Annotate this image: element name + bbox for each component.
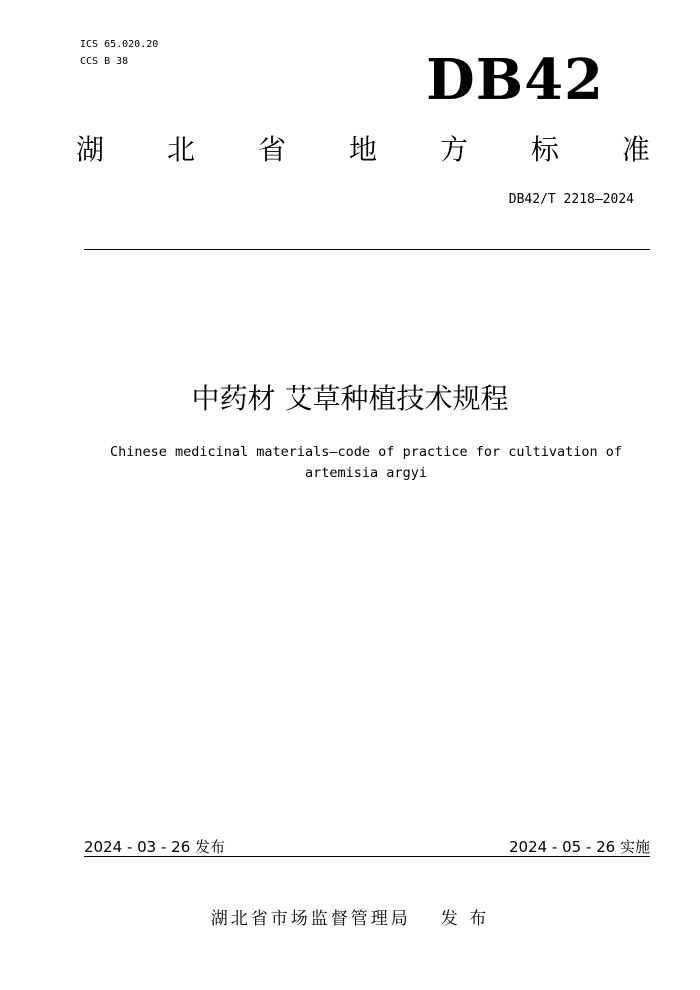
classification-codes xyxy=(80,36,158,70)
issuing-authority xyxy=(0,904,700,929)
top-divider xyxy=(84,249,650,250)
authority-suffix: 发 布 xyxy=(440,909,490,929)
standard-type-heading xyxy=(76,133,650,166)
standard-type-char: 方 xyxy=(439,133,468,166)
ics-code: ICS 65.020.20 xyxy=(80,39,159,50)
standard-type-char: 标 xyxy=(530,133,559,166)
implementation-date: 2024 - 05 - 26 实施 xyxy=(508,838,650,856)
issue-date: 2024 - 03 - 26 发布 xyxy=(84,838,226,856)
document-title: 中药材 艾草种植技术规程 xyxy=(191,382,509,415)
authority-name: 湖北省市场监督管理局 xyxy=(210,909,411,929)
standard-type-char: 北 xyxy=(166,133,195,166)
standard-type-char: 准 xyxy=(621,133,650,166)
standard-type-char: 省 xyxy=(257,133,286,166)
bottom-divider xyxy=(84,856,650,857)
standard-type-char: 湖 xyxy=(76,133,105,166)
english-subtitle: Chinese medicinal materials—code of practice for cultivation of artemisia argyi xyxy=(109,444,623,481)
db42-logo: DB42 xyxy=(426,47,604,113)
ccs-code: CCS B 38 xyxy=(80,56,129,67)
standard-number: DB42/T 2218—2024 xyxy=(508,192,634,207)
standard-type-char: 地 xyxy=(348,133,377,166)
